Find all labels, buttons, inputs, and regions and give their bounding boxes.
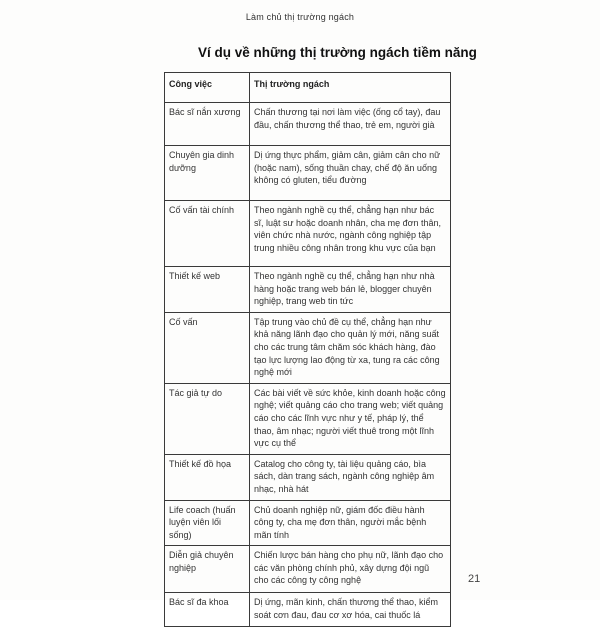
table-header-row xyxy=(165,73,451,103)
job-cell: Cố vấn tài chính xyxy=(165,201,250,267)
niche-cell: Dị ứng thực phẩm, giảm cân, giảm cân cho nữ (hoặc nam), sống thuần chay, chế độ ăn uống không có gluten, tiểu đường xyxy=(250,146,451,201)
table-row xyxy=(165,146,451,201)
niche-cell: Theo ngành nghề cụ thể, chẳng hạn như nhà hàng hoặc trang web bán lẻ, blogger chuyên nghiệp, trang web tin tức xyxy=(250,267,451,313)
niche-cell: Theo ngành nghề cụ thể, chẳng hạn như bác sĩ, luật sư hoặc doanh nhân, cha mẹ đơn thân, viên chức nhà nước, ngành công nghiệp tập trung nhiều công nhân trong khu vực của bạn xyxy=(250,201,451,267)
table-row xyxy=(165,546,451,593)
column-header-niche: Thị trường ngách xyxy=(250,73,451,103)
table-row xyxy=(165,593,451,627)
niche-table xyxy=(164,72,451,627)
job-cell: Bác sĩ nắn xương xyxy=(165,103,250,146)
table-row xyxy=(165,103,451,146)
column-header-job: Công việc xyxy=(165,73,250,103)
niche-cell: Tập trung vào chủ đề cụ thể, chẳng hạn như khả năng lãnh đạo cho quản lý mới, năng suất cho các trung tâm chăm sóc khách hàng, đào tạo lực lượng lao động từ xa, tung ra các công nghệ mới xyxy=(250,312,451,383)
niche-cell: Dị ứng, mãn kinh, chấn thương thể thao, kiểm soát cơn đau, đau cơ xơ hóa, cai thuốc lá xyxy=(250,593,451,627)
section-title: Ví dụ về những thị trường ngách tiềm năng xyxy=(198,45,477,60)
niche-cell: Chiến lược bán hàng cho phụ nữ, lãnh đạo cho các văn phòng chính phủ, xây dựng đội ngũ cho các công ty công nghệ xyxy=(250,546,451,593)
job-cell: Diễn giả chuyên nghiệp xyxy=(165,546,250,593)
niche-cell: Các bài viết về sức khỏe, kinh doanh hoặc công nghệ; viết quảng cáo cho trang web; viết quảng cáo cho các lĩnh vực như y tế, pháp lý, thể thao, âm nhạc; người viết thuê trong một lĩnh vực cụ thể xyxy=(250,383,451,454)
table-row xyxy=(165,454,451,500)
table-row xyxy=(165,312,451,383)
job-cell: Chuyên gia dinh dưỡng xyxy=(165,146,250,201)
job-cell: Thiết kế web xyxy=(165,267,250,313)
niche-cell: Chấn thương tại nơi làm việc (ống cổ tay), đau đầu, chấn thương thể thao, trẻ em, người già xyxy=(250,103,451,146)
job-cell: Tác giả tự do xyxy=(165,383,250,454)
table-row xyxy=(165,500,451,546)
table-row xyxy=(165,201,451,267)
table-row xyxy=(165,267,451,313)
niche-cell: Chủ doanh nghiệp nữ, giám đốc điều hành công ty, cha mẹ đơn thân, người mắc bệnh mãn tính xyxy=(250,500,451,546)
job-cell: Thiết kế đồ họa xyxy=(165,454,250,500)
page-number: 21 xyxy=(468,573,481,585)
job-cell: Cố vấn xyxy=(165,312,250,383)
job-cell: Bác sĩ đa khoa xyxy=(165,593,250,627)
job-cell: Life coach (huấn luyện viên lối sống) xyxy=(165,500,250,546)
running-header: Làm chủ thị trường ngách xyxy=(245,12,355,22)
niche-cell: Catalog cho công ty, tài liệu quảng cáo, bìa sách, dàn trang sách, ngành công nghiệp âm nhạc, nhà hát xyxy=(250,454,451,500)
table-row xyxy=(165,383,451,454)
